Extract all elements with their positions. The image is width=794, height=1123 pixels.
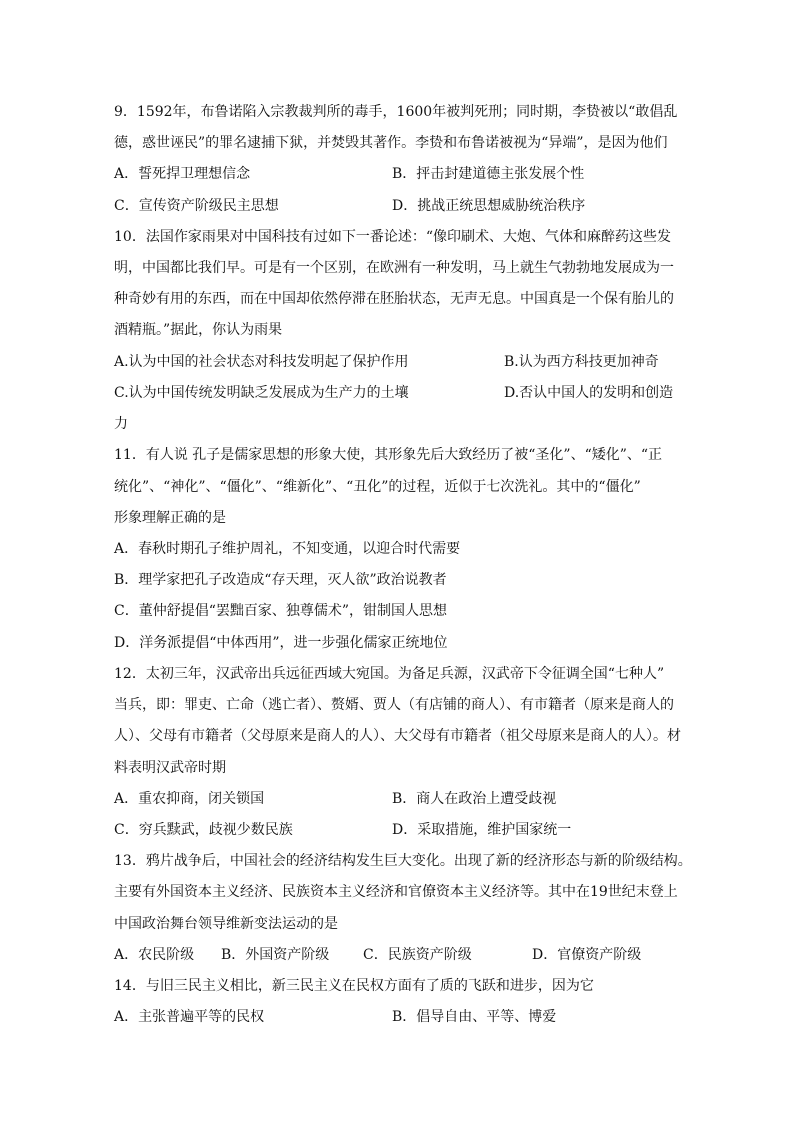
q13-stem-line-2: 主要有外国资本主义经济、民族资本主义经济和官僚资本主义经济等。其中在19世纪末登上 <box>114 884 678 900</box>
q9-stem-line-2: 德，惑世诬民”的罪名逮捕下狱，并焚毁其著作。李贽和布鲁诺被视为“异端”，是因为他们 <box>114 135 668 151</box>
q11-stem-line-2: 统化”、“神化”、“僵化”、“维新化”、“丑化”的过程，近似于七次洗礼。其中的“僵化” <box>114 479 641 495</box>
q10-stem-line-3: 种奇妙有用的东西，而在中国却依然停滞在胚胎状态，无声无息。中国真是一个保有胎儿的 <box>114 291 674 307</box>
q12-option-d: D．采取措施，维护国家统一 <box>392 822 572 838</box>
q12-option-c: C．穷兵黩武，歧视少数民族 <box>114 822 293 838</box>
q11-stem-line-3: 形象理解正确的是 <box>114 510 226 526</box>
q11-option-c: C．董仲舒提倡“罢黜百家、独尊儒术”，钳制国人思想 <box>114 603 448 619</box>
q14-option-b: B．倡导自由、平等、博爱 <box>392 1009 557 1025</box>
q10-stem-line-4: 酒精瓶。”据此，你认为雨果 <box>114 322 283 338</box>
q13-stem-line-3: 中国政治舞台领导维新变法运动的是 <box>114 916 338 932</box>
q13-option-d: D．官僚资产阶级 <box>532 947 642 963</box>
q9-option-c: C．宣传资产阶级民主思想 <box>114 198 279 214</box>
q10-stem-line-2: 明，中国都比我们早。可是有一个区别，在欧洲有一种发明，马上就生气勃勃地发展成为一 <box>114 260 674 276</box>
q11-stem-line-1: 11．有人说 孔子是儒家思想的形象大使，其形象先后大致经历了被“圣化”、“矮化”、“正 <box>114 447 663 463</box>
q12-option-a: A．重农抑商，闭关锁国 <box>114 791 265 807</box>
q13-option-c: C．民族资产阶级 <box>363 947 472 963</box>
q13-option-a: A．农民阶级 <box>114 947 195 963</box>
q9-option-a: A．誓死捍卫理想信念 <box>114 166 251 182</box>
q9-option-d: D．挑战正统思想威胁统治秩序 <box>392 198 586 214</box>
q12-option-b: B．商人在政治上遭受歧视 <box>392 791 557 807</box>
q10-stem-line-1: 10．法国作家雨果对中国科技有过如下一番论述：“像印刷术、大炮、气体和麻醉药这些发 <box>114 229 671 245</box>
q12-stem-line-4: 料表明汉武帝时期 <box>114 760 226 776</box>
q11-option-a: A．春秋时期孔子维护周礼，不知变通，以迎合时代需要 <box>114 541 461 557</box>
q9-stem-line-1: 9．1592年，布鲁诺陷入宗教裁判所的毒手，1600年被判死刑；同时期，李贽被以“敢倡乱 <box>114 104 678 120</box>
q9-option-b: B．抨击封建道德主张发展个性 <box>392 166 585 182</box>
q10-option-a: A.认为中国的社会状态对科技发明起了保护作用 <box>114 354 409 370</box>
q12-stem-line-2: 当兵，即：罪吏、亡命（逃亡者）、赘婿、贾人（有店铺的商人）、有市籍者（原来是商人的 <box>114 697 674 713</box>
q13-option-b: B．外国资产阶级 <box>221 947 330 963</box>
q13-stem-line-1: 13．鸦片战争后，中国社会的经济结构发生巨大变化。出现了新的经济形态与新的阶级结构。 <box>114 853 692 869</box>
q11-option-b: B．理学家把孔子改造成“存天理，灭人欲”政治说教者 <box>114 572 447 588</box>
q12-stem-line-3: 人）、父母有市籍者（父母原来是商人的人）、大父母有市籍者（祖父母原来是商人的人）。材 <box>114 728 681 744</box>
q10-option-d-wrap: 力 <box>114 416 128 432</box>
q14-stem-line-1: 14．与旧三民主义相比，新三民主义在民权方面有了质的飞跃和进步，因为它 <box>114 978 594 994</box>
q14-option-a: A．主张普遍平等的民权 <box>114 1009 265 1025</box>
q10-option-b: B.认为西方科技更加神奇 <box>504 354 659 370</box>
q10-option-c: C.认为中国传统发明缺乏发展成为生产力的土壤 <box>114 385 409 401</box>
q12-stem-line-1: 12．太初三年，汉武帝出兵远征西域大宛国。为备足兵源，汉武帝下令征调全国“七种人” <box>114 666 665 682</box>
q11-option-d: D．洋务派提倡“中体西用”，进一步强化儒家正统地位 <box>114 635 448 651</box>
q10-option-d: D.否认中国人的发明和创造 <box>504 385 674 401</box>
